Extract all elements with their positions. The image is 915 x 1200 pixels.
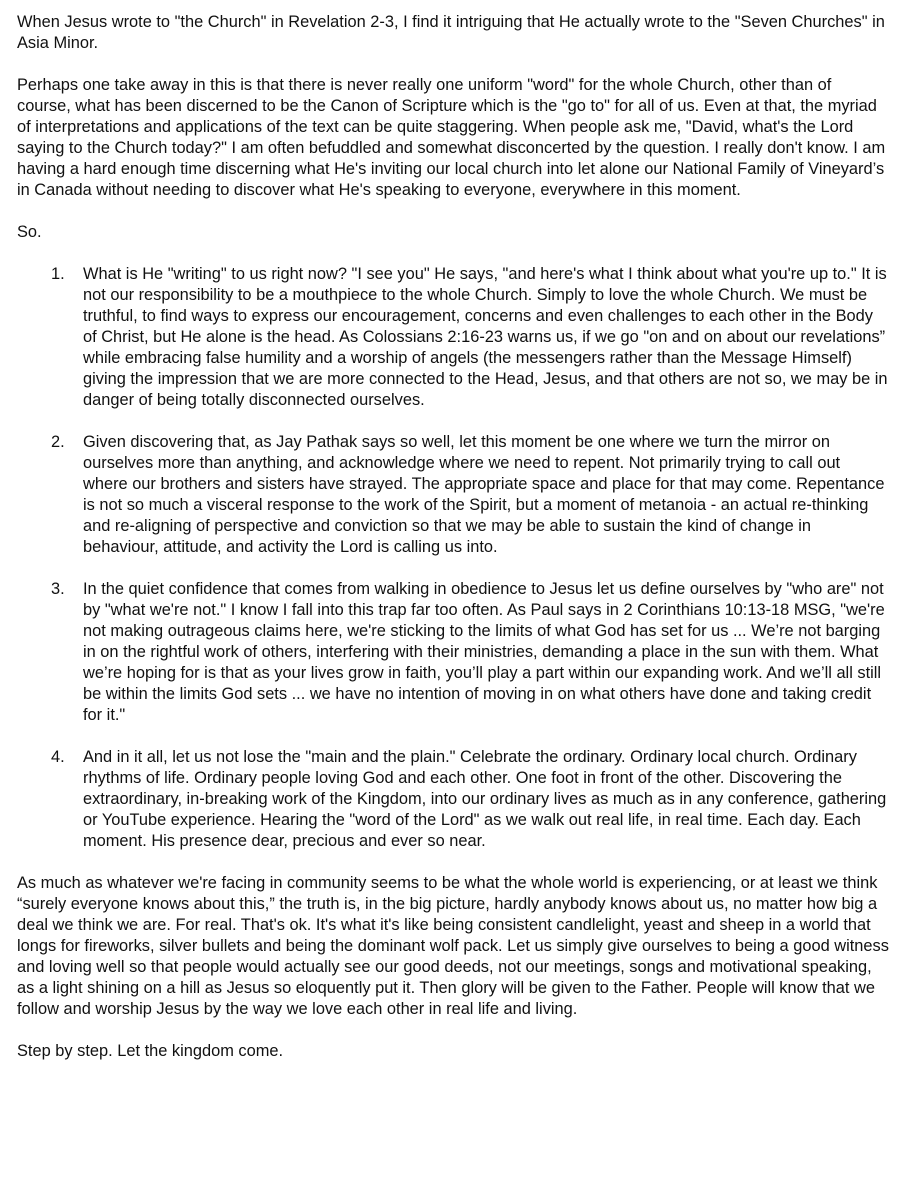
list-number: 1. xyxy=(51,265,65,283)
so-paragraph: So. xyxy=(17,223,42,241)
numbered-list xyxy=(17,264,889,852)
body-paragraph: Perhaps one take away in this is that there is never really one uniform "word" for the whole Church, other than of course, what has been discerned to be the Canon of Scripture which is the "go to" for all of us. Even at that, the myriad of interpretations and applications of the text can be quite staggering. When people ask me, "David, what's the Lord saying to the Church today?" I am often befuddled and somewhat disconcerted by the question. I really don't know. I am having a hard enough time discerning what He's inviting our local church into let alone our National Family of Vineyard’s in Canada without needing to discover what He's speaking to everyone, everywhere in this moment. xyxy=(17,76,886,199)
list-item-3 xyxy=(17,579,889,726)
closing-paragraph: As much as whatever we're facing in community seems to be what the whole world is experiencing, or at least we think “surely everyone knows about this,” the truth is, in the big picture, hardly anybody knows about us, no matter how big a deal we think we are. For real. That's ok. It's what it's like being consistent candlelight, yeast and sheep in a world that longs for fireworks, silver bullets and being the dominant wolf pack. Let us simply give ourselves to being a good witness and loving well so that people would actually see our good deeds, not our meetings, songs and motivational speaking, as a light shining on a hill as Jesus so eloquently put it. Then glory will be given to the Father. People will know that we follow and worship Jesus by the way we love each other in real life and living. xyxy=(17,874,889,1018)
list-item-text: Given discovering that, as Jay Pathak says so well, let this moment be one where we turn the mirror on ourselves more than anything, and acknowledge where we need to repent. Not primarily trying to call out where our brothers and sisters have strayed. The appropriate space and place for that may come. Repentance is not so much a visceral response to the work of the Spirit, but a moment of metanoia - an actual re-thinking and re-aligning of perspective and conviction so that we may be able to sustain the kind of change in behaviour, attitude, and activity the Lord is calling us into. xyxy=(83,433,885,556)
list-item-2 xyxy=(17,432,889,558)
list-number: 4. xyxy=(51,748,65,766)
list-item-text: In the quiet confidence that comes from walking in obedience to Jesus let us define ourselves by "who are" not by "what we're not." I know I fall into this trap far too often. As Paul says in 2 Corinthians 10:13-18 MSG, "we're not making outrageous claims here, we're sticking to the limits of what God has set for us ... We’re not barging in on the rightful work of others, interfering with their ministries, demanding a place in the sun with them. What we’re hoping for is that as your lives grow in faith, you’ll play a part within our expanding work. And we’ll all still be within the limits God sets ... we have no intention of moving in on what others have done and taking credit for it." xyxy=(83,580,885,724)
list-item-text: And in it all, let us not lose the "main and the plain." Celebrate the ordinary. Ordinary local church. Ordinary rhythms of life. Ordinary people loving God and each other. One foot in front of the other. Discovering the extraordinary, in-breaking work of the Kingdom, into our ordinary lives as much as in any conference, gathering or YouTube experience. Hearing the "word of the Lord" as we walk out real life, in real time. Each day. Each moment. His presence dear, precious and ever so near. xyxy=(83,748,887,850)
final-line: Step by step. Let the kingdom come. xyxy=(17,1042,284,1060)
intro-paragraph: When Jesus wrote to "the Church" in Revelation 2-3, I find it intriguing that He actually wrote to the "Seven Churches" in Asia Minor. xyxy=(17,13,885,52)
list-number: 3. xyxy=(51,580,65,598)
list-item-text: What is He "writing" to us right now? "I see you" He says, "and here's what I think about what you're up to." It is not our responsibility to be a mouthpiece to the whole Church. Simply to love the whole Church. We must be truthful, to find ways to express our encouragement, concerns and even challenges to each other in the Body of Christ, but He alone is the head. As Colossians 2:16-23 warns us, if we go "on and on about our revelations” while embracing false humility and a worship of angels (the messengers rather than the Message Himself) giving the impression that we are more connected to the Head, Jesus, and that others are not so, we may be in danger of being totally disconnected ourselves. xyxy=(83,265,888,409)
list-item-1 xyxy=(17,264,889,411)
list-number: 2. xyxy=(51,433,65,451)
list-item-4 xyxy=(17,747,889,852)
